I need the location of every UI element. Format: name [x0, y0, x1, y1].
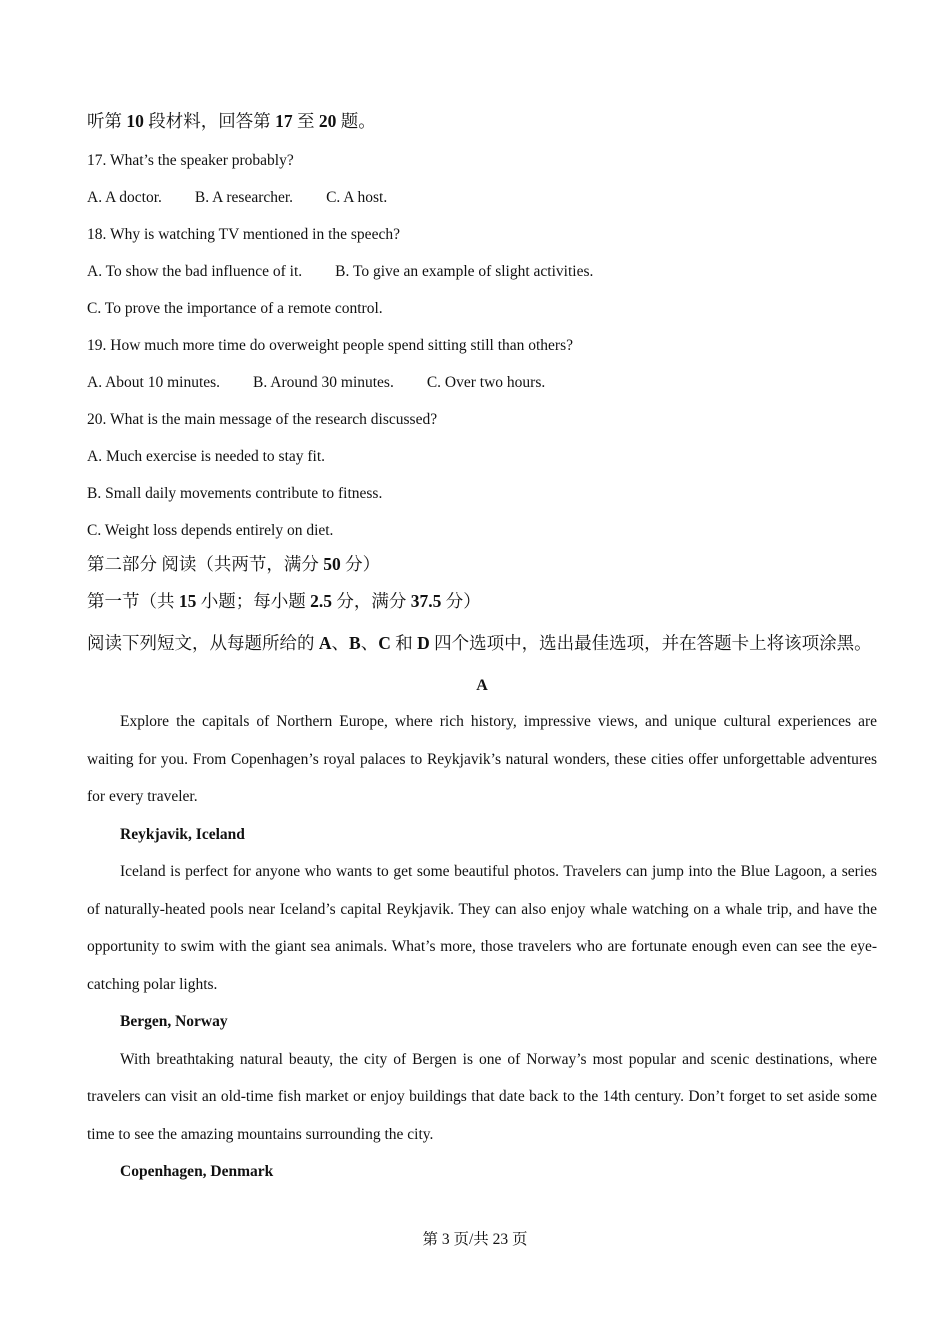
title-number: 50	[323, 554, 341, 574]
title-text: 第二部分 阅读（共两节，满分	[87, 554, 324, 574]
instruction-text: 、	[331, 633, 350, 653]
question-options	[87, 262, 877, 282]
reading-instructions	[87, 625, 877, 662]
passage-intro: Explore the capitals of Northern Europe, where rich history, impressive views, and unique cultural experiences are waiting for you. From Copenhagen’s royal palaces to Reykjavik’s natural wonders, these cities offer unforgettable adventures for every traveler.	[87, 713, 877, 805]
option: B. Around 30 minutes.	[253, 374, 394, 391]
option: B. To give an example of slight activities.	[335, 263, 594, 280]
page-footer: 第 3 页/共 23 页	[422, 1231, 528, 1248]
instruction-text: 阅读下列短文，从每题所给的	[87, 633, 319, 653]
section-heading-copenhagen: Copenhagen, Denmark	[120, 1163, 274, 1180]
option: C. Weight loss depends entirely on diet.	[87, 522, 334, 539]
option: C. A host.	[326, 189, 388, 206]
option: A. About 10 minutes.	[87, 374, 221, 391]
question-stem: 19. How much more time do overweight people spend sitting still than others?	[87, 337, 574, 354]
instruction-text: 、	[360, 633, 379, 653]
document-page	[87, 108, 877, 1191]
intro-number: 10	[126, 111, 144, 131]
section1-title	[87, 588, 877, 614]
option-letter: D	[417, 633, 430, 653]
option: A. A doctor.	[87, 189, 162, 206]
option: C. Over two hours.	[426, 374, 546, 391]
question-options	[87, 373, 877, 393]
section-heading-reykjavik: Reykjavik, Iceland	[120, 825, 245, 843]
title-number: 37.5	[410, 591, 442, 611]
intro-text: 段材料，回答第	[143, 111, 276, 131]
intro-number: 17	[275, 111, 293, 131]
option: B. Small daily movements contribute to fitness.	[87, 485, 383, 502]
option: A. To show the bad influence of it.	[87, 263, 303, 280]
title-number: 15	[178, 591, 197, 611]
instruction-text: 四个选项中，选出最佳选项，并在答题卡上将该项涂黑。	[429, 633, 872, 653]
title-number: 2.5	[310, 591, 332, 611]
question-stem: 17. What’s the speaker probably?	[87, 152, 294, 169]
title-text: 分，满分	[332, 591, 411, 611]
part2-title	[87, 551, 877, 577]
option-letter: A	[318, 633, 332, 653]
title-text: 小题；每小题	[196, 591, 311, 611]
option: C. To prove the importance of a remote control.	[87, 300, 383, 317]
option-letter: C	[378, 633, 391, 653]
intro-number: 20	[318, 111, 337, 131]
section-text-bergen: With breathtaking natural beauty, the city of Bergen is one of Norway’s most popular and scenic destinations, where travelers can visit an old-time fish market or enjoy buildings that date back to the 14th century. Don’t forget to set aside some time to see the amazing mountains surrounding the city.	[87, 1050, 877, 1143]
section-heading-bergen: Bergen, Norway	[120, 1013, 228, 1030]
intro-text: 至	[292, 111, 319, 131]
instruction-text: 和	[390, 633, 418, 653]
question-stem: 20. What is the main message of the research discussed?	[87, 411, 438, 428]
intro-text: 听第	[87, 111, 127, 131]
option-letter: B	[349, 633, 361, 653]
section-text-reykjavik: Iceland is perfect for anyone who wants to get some beautiful photos. Travelers can jump into the Blue Lagoon, a series of naturally-heated pools near Iceland’s capital Reykjavik. They can also enjoy whale watching on a whale trip, and have the opportunity to swim with the giant sea animals. What’s more, those travelers who are fortunate enough even can see the eye-catching polar lights.	[87, 863, 877, 993]
question-options	[87, 188, 877, 208]
listening-section-intro	[87, 108, 877, 134]
title-text: 第一节（共	[87, 591, 179, 611]
option: B. A researcher.	[194, 189, 294, 206]
option: A. Much exercise is needed to stay fit.	[87, 448, 326, 465]
question-stem: 18. Why is watching TV mentioned in the speech?	[87, 226, 400, 243]
intro-text: 题。	[336, 111, 376, 131]
title-text: 分）	[441, 591, 481, 611]
passage-label: A	[476, 677, 488, 694]
title-text: 分）	[340, 554, 381, 574]
